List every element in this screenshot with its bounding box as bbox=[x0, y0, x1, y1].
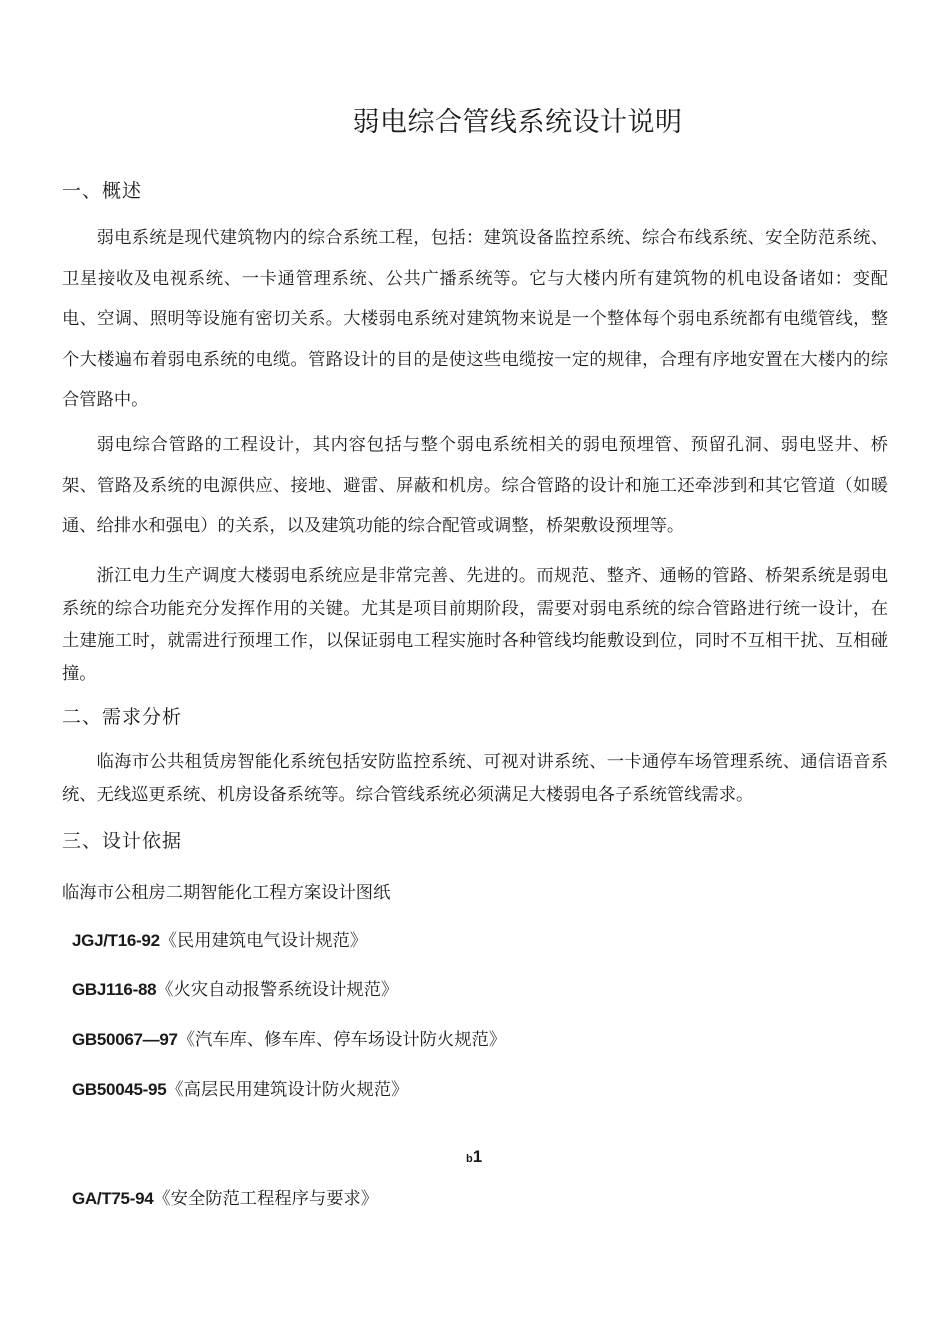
paragraph: 弱电系统是现代建筑物内的综合系统工程，包括：建筑设备监控系统、综合布线系统、安全防范系统、卫星接收及电视系统、一卡通管理系统、公共广播系统等。它与大楼内所有建筑物的机电设备诸如：变配电、空调、照明等设施有密切关系。大楼弱电系统对建筑物来说是一个整体每个弱电系统都有电缆管线，整个大楼遍布着弱电系统的电缆。管路设计的目的是使这些电缆按一定的规律，合理有序地安置在大楼内的综合管路中。 bbox=[62, 228, 888, 410]
reference-code: GA/T75-94 bbox=[72, 1189, 154, 1208]
page-title: 弱电综合管线系统设计说明 bbox=[352, 107, 683, 138]
reference-item bbox=[72, 1184, 378, 1209]
page-marker-prefix: b bbox=[466, 1153, 473, 1165]
paragraph: 浙江电力生产调度大楼弱电系统应是非常完善、先进的。而规范、整齐、通畅的管路、桥架系统是弱电系统的综合功能充分发挥作用的关键。尤其是项目前期阶段，需要对弱电系统的综合管路进行统一设计，在土建施工时，就需进行预埋工作，以保证弱电工程实施时各种管线均能敷设到位，同时不互相干扰、互相碰撞。 bbox=[62, 566, 888, 684]
reference-name: 《汽车库、修车库、停车场设计防火规范》 bbox=[177, 1030, 507, 1050]
basis-intro: 临海市公租房二期智能化工程方案设计图纸 bbox=[62, 883, 391, 903]
reference-name: 《民用建筑电气设计规范》 bbox=[159, 931, 368, 951]
reference-item bbox=[72, 926, 367, 951]
section-heading-requirements: 二、需求分析 bbox=[62, 706, 183, 728]
paragraph: 临海市公共租赁房智能化系统包括安防监控系统、可视对讲系统、一卡通停车场管理系统、通信语音系统、无线巡更系统、机房设备系统等。综合管线系统必须满足大楼弱电各子系统管线需求。 bbox=[62, 752, 888, 805]
reference-name: 《安全防范工程程序与要求》 bbox=[153, 1189, 379, 1209]
reference-item bbox=[72, 975, 398, 1000]
section-heading-basis: 三、设计依据 bbox=[62, 830, 183, 852]
reference-code: GB50067—97 bbox=[72, 1030, 178, 1049]
reference-code: JGJ/T16-92 bbox=[72, 931, 160, 950]
reference-item bbox=[72, 1075, 408, 1100]
page-marker bbox=[466, 1147, 482, 1167]
reference-code: GB50045-95 bbox=[72, 1080, 167, 1099]
reference-name: 《火灾自动报警系统设计规范》 bbox=[156, 980, 399, 1000]
paragraph: 弱电综合管路的工程设计，其内容包括与整个弱电系统相关的弱电预埋管、预留孔洞、弱电竖井、桥架、管路及系统的电源供应、接地、避雷、屏蔽和机房。综合管路的设计和施工还牵涉到和其它管道（如暖通、给排水和强电）的关系，以及建筑功能的综合配管或调整，桥架敷设预埋等。 bbox=[62, 435, 888, 536]
reference-item bbox=[72, 1025, 506, 1050]
section-heading-overview: 一、概述 bbox=[62, 180, 143, 202]
reference-code: GBJ116-88 bbox=[72, 980, 157, 999]
reference-name: 《高层民用建筑设计防火规范》 bbox=[166, 1080, 409, 1100]
page-number: 1 bbox=[472, 1147, 483, 1166]
